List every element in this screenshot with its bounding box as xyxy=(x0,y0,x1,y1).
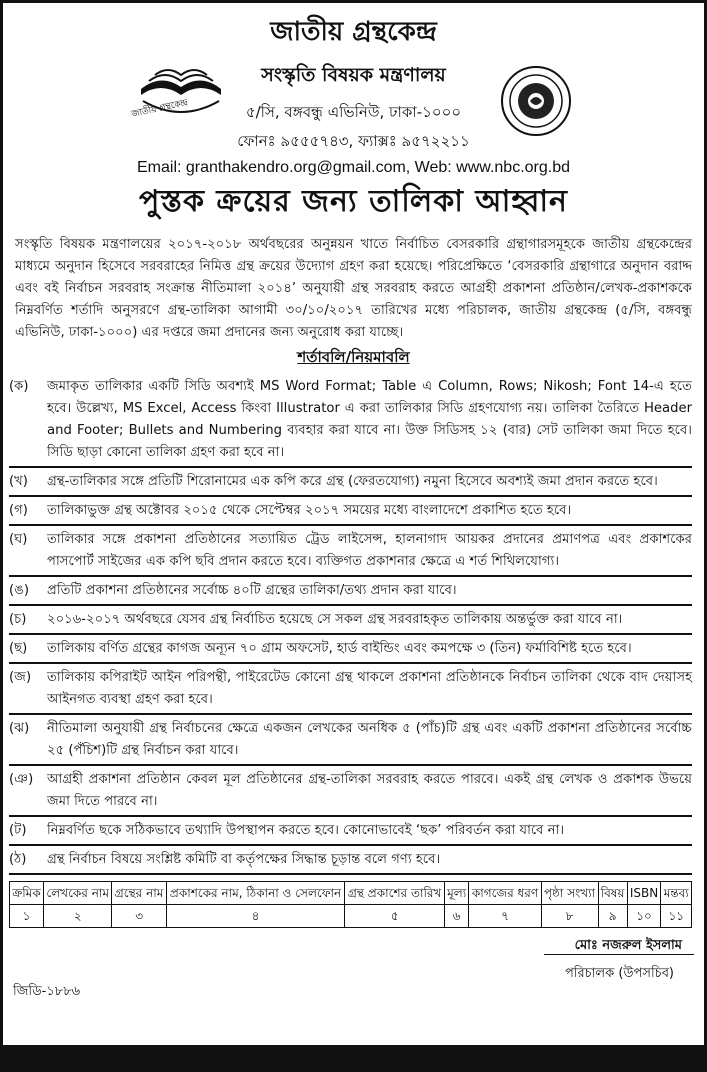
table-header-cell: লেখকের নাম xyxy=(43,882,112,905)
table-cell: ৯ xyxy=(598,905,627,928)
footer xyxy=(3,928,704,1008)
term-label: (ক) xyxy=(9,379,29,394)
term-item xyxy=(9,497,692,526)
terms-title: শর্তাবলি/নিয়মাবলি xyxy=(297,348,410,366)
org-name: জাতীয় গ্রন্থকেন্দ্র xyxy=(270,17,437,47)
logo-caption: জাতীয় গ্রন্থকেন্দ্র xyxy=(130,98,189,120)
term-label: (ঞ) xyxy=(9,772,34,787)
term-item xyxy=(9,635,692,664)
table-cell: ৮ xyxy=(541,905,598,928)
term-item xyxy=(9,766,692,817)
notice-headline: পুস্তক ক্রয়ের জন্য তালিকা আহ্বান xyxy=(139,184,568,219)
government-seal xyxy=(500,65,572,137)
table-header-cell: গ্রন্থ প্রকাশের তারিখ xyxy=(345,882,445,905)
term-text: গ্রন্থ-তালিকার সঙ্গে প্রতিটি শিরোনামের এক কপি করে গ্রন্থ (ফেরতযোগ্য) নমুনা হিসেবে অবশ্যই জমা প্রদান করতে হবে। xyxy=(47,474,658,489)
term-label: (ছ) xyxy=(9,641,28,656)
term-item xyxy=(9,715,692,766)
table-header-cell: ISBN xyxy=(627,882,661,905)
term-label: (জ) xyxy=(9,670,32,685)
table-cell: ৬ xyxy=(445,905,469,928)
term-text: নিম্নবর্ণিত ছকে সঠিকভাবে তথ্যাদি উপস্থাপন করতে হবে। কোনোভাবেই ‘ছক’ পরিবর্তন করা যাবে না। xyxy=(47,823,565,838)
government-seal-icon xyxy=(500,65,572,137)
term-item xyxy=(9,606,692,635)
bottom-border-bar xyxy=(3,1045,704,1069)
term-text: তালিকার সঙ্গে প্রকাশনা প্রতিষ্ঠানের সত্যায়িত ট্রেড লাইসেন্স, হালনাগাদ আয়কর প্রদানের প্রমাণপত্র এবং প্রকাশকের পাসপোর্ট সাইজের এক কপি ছবি প্রদান করতে হবে। ব্যক্তিগত প্রকাশনার ক্ষেত্রে এ শর্ত শিথিলযোগ্য। xyxy=(47,532,692,569)
table-header-cell: ক্রমিক xyxy=(10,882,44,905)
term-text: জমাকৃত তালিকার একটি সিডি অবশ্যই MS Word Format; Table এ Column, Rows; Nikosh; Font 14-এ হতে হবে। উল্লেখ্য, MS Excel, Access কিংবা Illustrator এ করা তালিকার সিডি গ্রহণযোগ্য নয়। তালিকা তৈরিতে Header and Footer; Bullets and Numbering ব্যবহার করা যাবে না। উক্ত সিডিসহ ১২ (বার) সেট তালিকা জমা দিতে হবে। সিডি ছাড়া কোনো তালিকা গ্রহণ করা হবে না। xyxy=(47,379,692,460)
table-header-cell: পৃষ্ঠা সংখ্যা xyxy=(541,882,598,905)
table-header-cell: গ্রন্থের নাম xyxy=(112,882,166,905)
org-logo xyxy=(131,51,231,131)
table-cell: ৫ xyxy=(345,905,445,928)
term-text: ২০১৬-২০১৭ অর্থবছরে যেসব গ্রন্থ নির্বাচিত হয়েছে সে সকল গ্রন্থ সরবরাহকৃত তালিকায় অন্তর্ভুক্ত করা যাবে না। xyxy=(47,612,623,627)
table-header-cell: প্রকাশকের নাম, ঠিকানা ও সেলফোন xyxy=(166,882,345,905)
term-text: তালিকাভুক্ত গ্রন্থ অক্টোবর ২০১৫ থেকে সেপ্টেম্বর ২০১৭ সময়ের মধ্যে বাংলাদেশে প্রকাশিত হতে হবে। xyxy=(47,503,572,518)
table-cell: ১ xyxy=(10,905,44,928)
intro-paragraph: সংস্কৃতি বিষয়ক মন্ত্রণালয়ের ২০১৭-২০১৮ অর্থবছরের অনুন্নয়ন খাতে নির্বাচিত বেসরকারি গ্রন্থাগারসমূহকে জাতীয় গ্রন্থকেন্দ্রের মাধ্যমে অনুদান হিসেবে সরবরাহের নিমিত্ত গ্রন্থ ক্রয়ের উদ্যোগ গ্রহণ করা হয়েছে। পরিপ্রেক্ষিতে ‘বেসরকারি গ্রন্থাগারে অনুদান বরাদ্দ এবং বই নির্বাচন সরবরাহ সংক্রান্ত নীতিমালা ২০১৪’ অনুযায়ী গ্রন্থ সরবরাহ করতে আগ্রহী প্রকাশনা প্রতিষ্ঠান/লেখক-প্রকাশককে নিম্নবর্ণিত শর্তাদি অনুসরণে গ্রন্থ-তালিকা আগামী ৩০/১০/২০১৭ তারিখের মধ্যে পরিচালক, জাতীয় গ্রন্থকেন্দ্র (৫/সি, বঙ্গবন্ধু এভিনিউ, ঢাকা-১০০০) এর দপ্তরে জমা প্রদানের জন্য অনুরোধ করা যাচ্ছে। xyxy=(15,237,692,340)
term-label: (ঙ) xyxy=(9,583,29,598)
term-label: (গ) xyxy=(9,503,28,518)
table-header-cell: মূল্য xyxy=(445,882,469,905)
table-cell: ২ xyxy=(43,905,112,928)
table-header-cell: বিষয় xyxy=(598,882,627,905)
table-header-cell: কাগজের ধরণ xyxy=(469,882,541,905)
table-cell: ৪ xyxy=(166,905,345,928)
header xyxy=(3,11,704,176)
term-text: প্রতিটি প্রকাশনা প্রতিষ্ঠানের সর্বোচ্চ ৪০টি গ্রন্থের তালিকা/তথ্য প্রদান করা যাবে। xyxy=(47,583,457,598)
terms-list xyxy=(3,373,704,875)
reference-number: জিডি-১৮৮৬ xyxy=(13,984,81,999)
term-item xyxy=(9,817,692,846)
term-text: গ্রন্থ নির্বাচন বিষয়ে সংশ্লিষ্ট কমিটি বা কর্তৃপক্ষের সিদ্ধান্ত চূড়ান্ত বলে গণ্য হবে। xyxy=(47,852,441,867)
term-text: আগ্রহী প্রকাশনা প্রতিষ্ঠান কেবল মূল প্রতিষ্ঠানের গ্রন্থ-তালিকা সরবরাহ করতে পারবে। একই গ্রন্থ লেখক ও প্রকাশক উভয়ে জমা দিতে পারবে না। xyxy=(47,772,692,809)
phone-fax: ফোনঃ ৯৫৫৫৭৪৩, ফ্যাক্সঃ ৯৫৭২২১১ xyxy=(237,132,470,150)
term-item xyxy=(9,664,692,715)
table-cell: ১১ xyxy=(661,905,692,928)
term-text: তালিকায় বর্ণিত গ্রন্থের কাগজ অন্যূন ৭০ গ্রাম অফসেট, হার্ড বাইন্ডিং এবং কমপক্ষে ৩ (তিন) ফর্মাবিশিষ্ট হতে হবে। xyxy=(47,641,632,656)
signer-name: মোঃ নজরুল ইসলাম xyxy=(574,938,682,953)
contact-info: Email: granthakendro.org@gmail.com, Web: www.nbc.org.bd xyxy=(136,159,571,176)
term-item xyxy=(9,846,692,875)
table-cell: ৭ xyxy=(469,905,541,928)
term-label: (ঘ) xyxy=(9,532,28,547)
ministry-name: সংস্কৃতি বিষয়ক মন্ত্রণালয় xyxy=(261,64,446,86)
table-cell: ৩ xyxy=(112,905,166,928)
term-label: (ঠ) xyxy=(9,852,27,867)
table-cell: ১০ xyxy=(627,905,661,928)
address: ৫/সি, বঙ্গবন্ধু এভিনিউ, ঢাকা-১০০০ xyxy=(245,103,462,121)
signer-designation: পরিচালক (উপসচিব) xyxy=(564,966,674,981)
term-label: (ঝ) xyxy=(9,721,30,736)
term-item xyxy=(9,577,692,606)
term-label: (ট) xyxy=(9,823,27,838)
term-item xyxy=(9,373,692,468)
submission-format-table xyxy=(9,881,692,928)
table-header-row xyxy=(10,882,692,905)
table-header-cell: মন্তব্য xyxy=(661,882,692,905)
table-row xyxy=(10,905,692,928)
term-label: (চ) xyxy=(9,612,27,627)
term-text: নীতিমালা অনুযায়ী গ্রন্থ নির্বাচনের ক্ষেত্রে একজন লেখকের অনধিক ৫ (পাঁচ)টি গ্রন্থ এবং একটি প্রকাশনা প্রতিষ্ঠানের সর্বোচ্চ ২৫ (পঁচিশ)টি গ্রন্থ নির্বাচন করা যাবে। xyxy=(47,721,692,758)
term-label: (খ) xyxy=(9,474,28,489)
term-item xyxy=(9,468,692,497)
signature-line xyxy=(544,954,694,955)
term-text: তালিকায় কপিরাইট আইন পরিপন্থী, পাইরেটেড কোনো গ্রন্থ থাকলে প্রকাশনা প্রতিষ্ঠানকে নির্বাচন তালিকা থেকে বাদ দেয়াসহ আইনগত ব্যবস্থা গ্রহণ করা হবে। xyxy=(47,670,692,707)
term-item xyxy=(9,526,692,577)
